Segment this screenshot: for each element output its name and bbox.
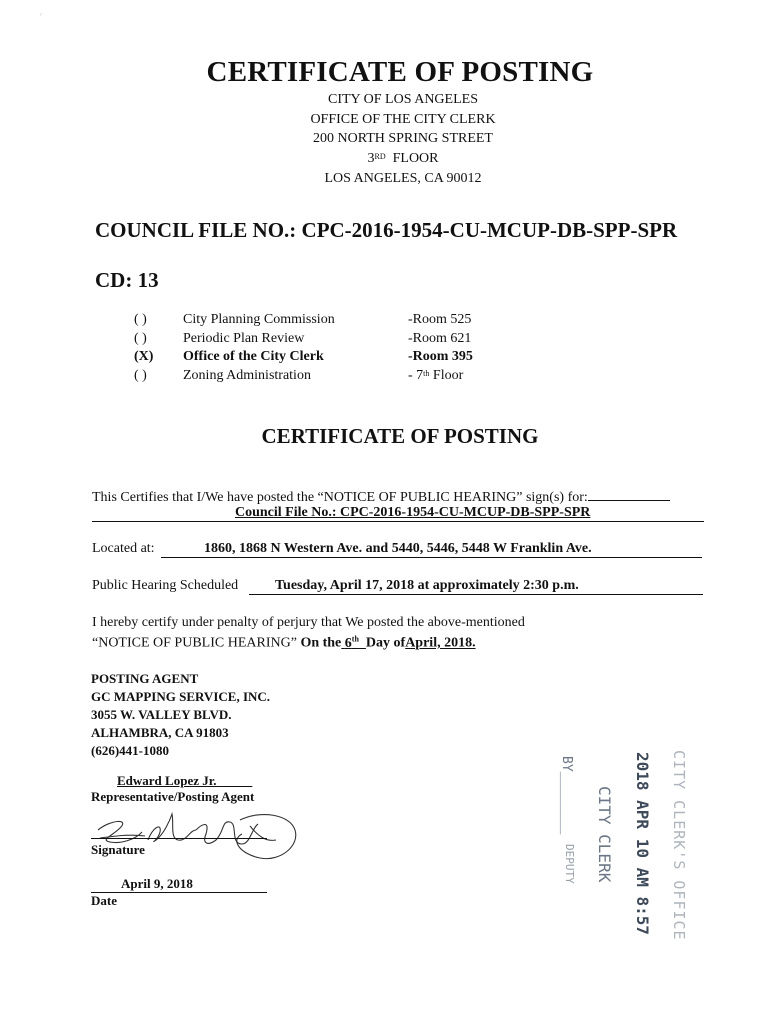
notice-title: “NOTICE OF PUBLIC HEARING” xyxy=(92,635,297,651)
date-label: Date xyxy=(91,893,117,908)
certifies-line xyxy=(92,486,670,506)
office-room: -Room 525 xyxy=(408,312,472,327)
floor-number: 3 xyxy=(367,150,375,166)
located-label: Located at: xyxy=(92,541,155,556)
floor-suffix: RD xyxy=(374,151,386,161)
room-prefix: - 7 xyxy=(408,367,424,383)
representative-role: Representative/Posting Agent xyxy=(91,789,255,804)
handwritten-signature xyxy=(90,800,310,870)
agent-line: (626)441-1080 xyxy=(91,743,169,758)
month-year: April, 2018. xyxy=(405,635,476,651)
council-file-number: COUNCIL FILE NO.: CPC-2016-1954-CU-MCUP-DB-SPP-SPR xyxy=(95,218,678,242)
office-checkbox: ( ) xyxy=(134,312,147,327)
certify-line-2 xyxy=(92,634,476,652)
hearing-value-wrap xyxy=(275,578,579,594)
office-name: Office of the City Clerk xyxy=(183,349,324,364)
on-the-label: On the xyxy=(300,635,342,651)
city-line: LOS ANGELES, CA 90012 xyxy=(324,171,482,186)
address-line: CITY OF LOS ANGELES xyxy=(328,92,478,107)
hearing-line xyxy=(92,578,238,594)
office-room: -Room 395 xyxy=(408,349,473,364)
office-checkbox: (X) xyxy=(134,349,154,364)
document-title: CERTIFICATE OF POSTING xyxy=(206,56,594,88)
certificate-heading: CERTIFICATE OF POSTING xyxy=(261,424,539,448)
underline-rule xyxy=(92,521,704,522)
agent-heading: POSTING AGENT xyxy=(91,671,199,686)
agent-line: ALHAMBRA, CA 91803 xyxy=(91,725,229,740)
signature-label: Signature xyxy=(91,842,145,857)
hearing-label: Public Hearing Scheduled xyxy=(92,578,239,593)
stamp-deputy: DEPUTY xyxy=(563,844,576,884)
address-line: 200 NORTH SPRING STREET xyxy=(312,131,493,146)
posting-agent-block xyxy=(91,670,270,760)
date-block xyxy=(91,876,267,909)
day-number xyxy=(341,636,366,651)
floor-line xyxy=(0,149,770,170)
office-room xyxy=(408,368,463,384)
certify-line-1: I hereby certify under penalty of perjury that We posted the above-mentioned xyxy=(92,615,525,630)
scan-mark: ′ xyxy=(40,12,42,22)
day-number-value: 6 xyxy=(344,635,352,651)
floor-word: FLOOR xyxy=(392,150,439,166)
stamp-office: CITY CLERK'S OFFICE xyxy=(670,750,688,941)
room-sup: th xyxy=(423,368,430,378)
office-name: City Planning Commission xyxy=(183,312,335,327)
stamp-city-clerk: CITY CLERK xyxy=(595,786,614,883)
stamp-by-text: BY xyxy=(559,756,574,772)
located-line xyxy=(92,541,155,557)
clerk-address xyxy=(0,90,770,189)
hearing-rule xyxy=(249,594,703,595)
received-stamp xyxy=(548,742,718,941)
certifies-text: This Certifies that I/We have posted the “NOTICE OF PUBLIC HEARING” sign(s) for: xyxy=(92,490,588,505)
stamp-by: BY________ xyxy=(559,756,574,835)
day-of-label: Day of xyxy=(365,635,406,651)
office-checkbox: ( ) xyxy=(134,367,147,383)
located-rule xyxy=(161,557,702,558)
fill-blank xyxy=(588,486,670,501)
hearing-value: Tuesday, April 17, 2018 at approximately 2:30 p.m. xyxy=(275,578,579,593)
located-value: 1860, 1868 N Western Ave. and 5440, 5446, 5448 W Franklin Ave. xyxy=(204,541,592,556)
representative-name xyxy=(91,773,269,789)
office-room: -Room 621 xyxy=(408,330,472,346)
council-file-ref-text: Council File No.: CPC-2016-1954-CU-MCUP-DB-SPP-SPR xyxy=(235,505,591,520)
date-value: April 9, 2018 xyxy=(91,876,267,893)
agent-line: 3055 W. VALLEY BLVD. xyxy=(91,707,232,722)
agent-line: GC MAPPING SERVICE, INC. xyxy=(91,689,271,704)
room-suffix: Floor xyxy=(429,367,464,383)
council-district: CD: 13 xyxy=(95,268,159,292)
office-checkbox: ( ) xyxy=(134,330,147,346)
council-file-ref xyxy=(235,505,590,521)
located-value-wrap xyxy=(204,541,592,557)
day-suffix: th xyxy=(351,634,359,643)
representative-name-text: Edward Lopez Jr. xyxy=(117,773,217,788)
office-name: Zoning Administration xyxy=(183,367,311,383)
office-name: Periodic Plan Review xyxy=(183,330,305,346)
stamp-datetime: 2018 APR 10 AM 8:57 xyxy=(633,752,652,936)
address-line: OFFICE OF THE CITY CLERK xyxy=(310,111,496,127)
signature-line xyxy=(91,838,267,839)
